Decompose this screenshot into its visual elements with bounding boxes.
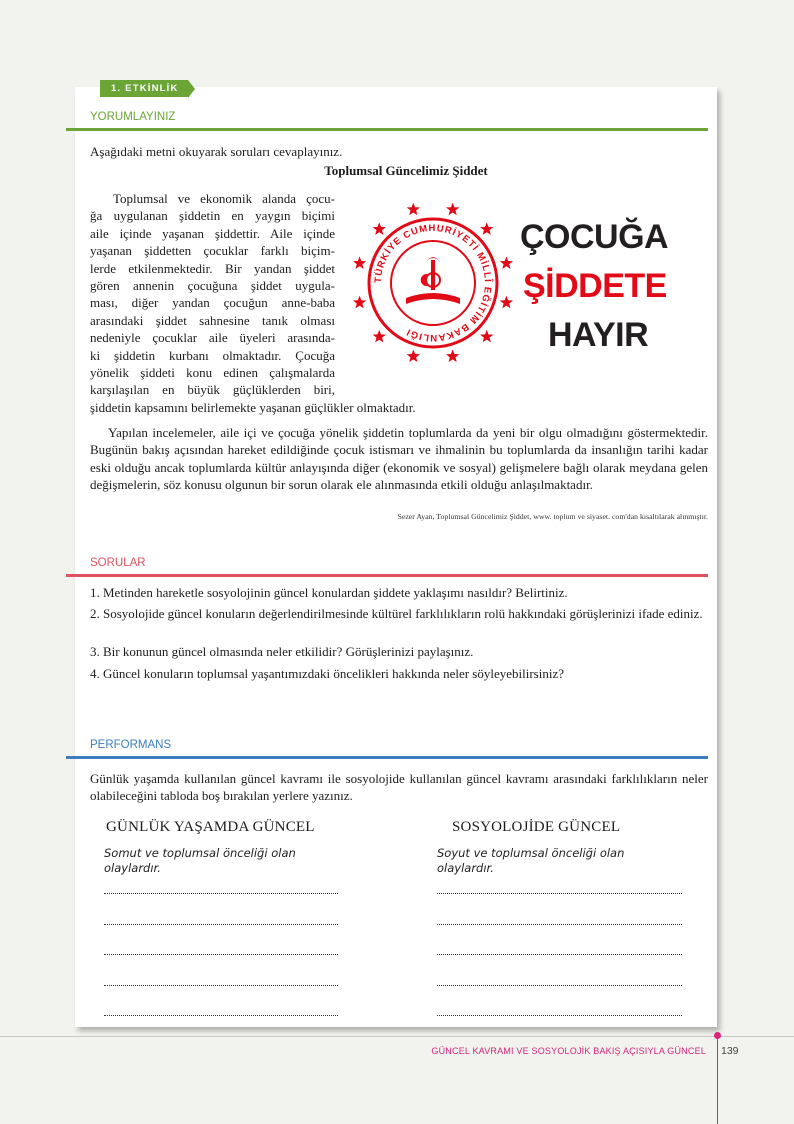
question-4: 4. Güncel konuların toplumsal yaşantımızdaki öncelikleri hakkında neler söyleyebilirsiniz? — [90, 666, 565, 681]
logo-line-3: HAYIR — [548, 316, 649, 354]
table-left-header: GÜNLÜK YAŞAMDA GÜNCEL — [106, 819, 315, 835]
paragraph-1-line: karşılaşılan en büyük güçlüklerden biri, — [90, 382, 335, 398]
paragraph-1-line: yaşanan şiddetten çocuklar farklı biçim- — [90, 243, 335, 259]
intro-text: Aşağıdaki metni okuyarak soruları cevaplayınız. — [90, 144, 343, 159]
right-answer-dotted-line — [437, 893, 682, 894]
footer-chapter-title: GÜNCEL KAVRAMI VE SOSYOLOJİK BAKIŞ AÇISIYLA GÜNCEL — [431, 1046, 706, 1056]
section-title-yorumlayiniz: YORUMLAYINIZ — [90, 111, 176, 123]
section-title-sorular: SORULAR — [90, 557, 146, 569]
right-answer-dotted-line — [437, 985, 682, 986]
right-answer-line-1: Soyut ve toplumsal önceliği olan — [437, 846, 625, 860]
seal-star — [500, 296, 513, 309]
right-answer-line-2: olaylardır. — [437, 861, 494, 875]
paragraph-1-line: yönelik şiddeti konu edinen çalışmalarda — [90, 365, 335, 380]
section-bar-green — [66, 128, 708, 131]
paragraph-1-line: nedeniyle çocuklar aile üyeleri arasında- — [90, 330, 335, 346]
performance-text: Günlük yaşamda kullanılan güncel kavramı ile sosyolojide kullanılan güncel kavramı arasındaki farklılıkların neler olabileceğini tabloda boş bırakılan yerlere yazınız. — [90, 771, 708, 804]
seal-star — [353, 296, 366, 309]
paragraph-1-line: lerde etkilenmektedir. Bir yandan şiddet — [90, 260, 335, 276]
right-answer-dotted-line — [437, 954, 682, 955]
question-1: 1. Metinden hareketle sosyolojinin güncel konulardan şiddete yaklaşımı nasıldır? Belirtiniz. — [90, 585, 568, 600]
left-answer-line-1: Somut ve toplumsal önceliği olan — [104, 846, 296, 860]
paragraph-1-line: ki şiddetin kurbanı olmaktadır. Çocuğa — [90, 347, 335, 363]
question-2: 2. Sosyolojide güncel konuların değerlendirilmesinde kültürel farklılıkların rolü hakkındaki görüşlerinizi ifade ediniz. — [90, 606, 703, 621]
seal-star — [500, 256, 513, 269]
page-number: 139 — [721, 1045, 739, 1057]
seal-star — [407, 203, 420, 216]
page-bottom-rule — [0, 1036, 794, 1037]
section-bar-blue — [66, 756, 708, 759]
activity-tag: 1. ETKİNLİK — [100, 80, 188, 97]
paragraph-1-line: ması, diğer yandan çocuğun anne-baba — [90, 295, 335, 311]
seal-star — [407, 349, 420, 362]
left-answer-dotted-line — [104, 1015, 338, 1016]
seal-star — [373, 222, 386, 235]
left-answer-line-2: olaylardır. — [104, 861, 161, 875]
article-title: Toplumsal Güncelimiz Şiddet — [324, 163, 488, 178]
seal-star — [353, 256, 366, 269]
section-bar-red — [66, 574, 708, 577]
seal-star — [480, 222, 493, 235]
paragraph-1-line: Toplumsal ve ekonomik alanda çocu- — [113, 191, 335, 206]
table-right-header: SOSYOLOJİDE GÜNCEL — [452, 819, 621, 835]
logo-line-1: ÇOCUĞA — [520, 218, 669, 256]
seal-star — [373, 330, 386, 343]
footer-divider — [717, 1036, 718, 1124]
left-answer-dotted-line — [104, 893, 338, 894]
right-answer-dotted-line — [437, 1015, 682, 1016]
left-answer-dotted-line — [104, 985, 338, 986]
right-answer-dotted-line — [437, 924, 682, 925]
paragraph-1-line: arasındaki şiddet sahnesine tanık olması — [90, 312, 335, 328]
paragraph-1-line: ğa uygulanan şiddetin en yaygın biçimi — [90, 208, 335, 224]
section-title-performans: PERFORMANS — [90, 739, 172, 751]
meb-seal-logo — [348, 198, 518, 368]
paragraph-1-last-line: şiddetin kapsamını belirlemekte yaşanan güçlükler olmaktadır. — [90, 400, 416, 415]
logo-line-2: ŞİDDETE — [523, 267, 667, 305]
seal-star — [480, 330, 493, 343]
seal-ring-text: TÜRKİYE CUMHURİYETİ MİLLÎ EĞİTİM BAKANLIĞI — [372, 222, 494, 344]
left-answer-dotted-line — [104, 924, 338, 925]
seal-star — [446, 203, 459, 216]
citation: Sezer Ayan, Toplumsal Güncelimiz Şiddet, www. toplum ve siyaset. com'dan kısaltılarak alınmıştır. — [397, 512, 708, 521]
left-answer-dotted-line — [104, 954, 338, 955]
paragraph-1-line: aile içinde yaşanan şiddettir. Aile içinde — [90, 225, 335, 241]
paragraph-1-line: gören annenin çocuğuna şiddet uygula- — [90, 278, 335, 293]
question-3: 3. Bir konunun güncel olmasında neler etkilidir? Görüşlerinizi paylaşınız. — [90, 644, 474, 659]
seal-star — [446, 349, 459, 362]
footer-dot — [714, 1032, 721, 1039]
paragraph-2: Yapılan incelemeler, aile içi ve çocuğa yönelik şiddetin toplumlarda da yeni bir olgu olmadığını göstermektedir. Bugünün bakış açısından hareket edildiğinde çocuk istismarı ve ihmalinin bu toplumlarda da insanlığın tarihi kadar eski olduğu ancak toplumlarda kültür anlayışında diğer (ekonomik ve sosyal) gelişmelere bağlı olarak meydana gelen değişmelerin, söz konusu olgunun bir sorun olarak ele alınmasında etkili olduğu anlaşılmaktadır. — [90, 425, 708, 493]
